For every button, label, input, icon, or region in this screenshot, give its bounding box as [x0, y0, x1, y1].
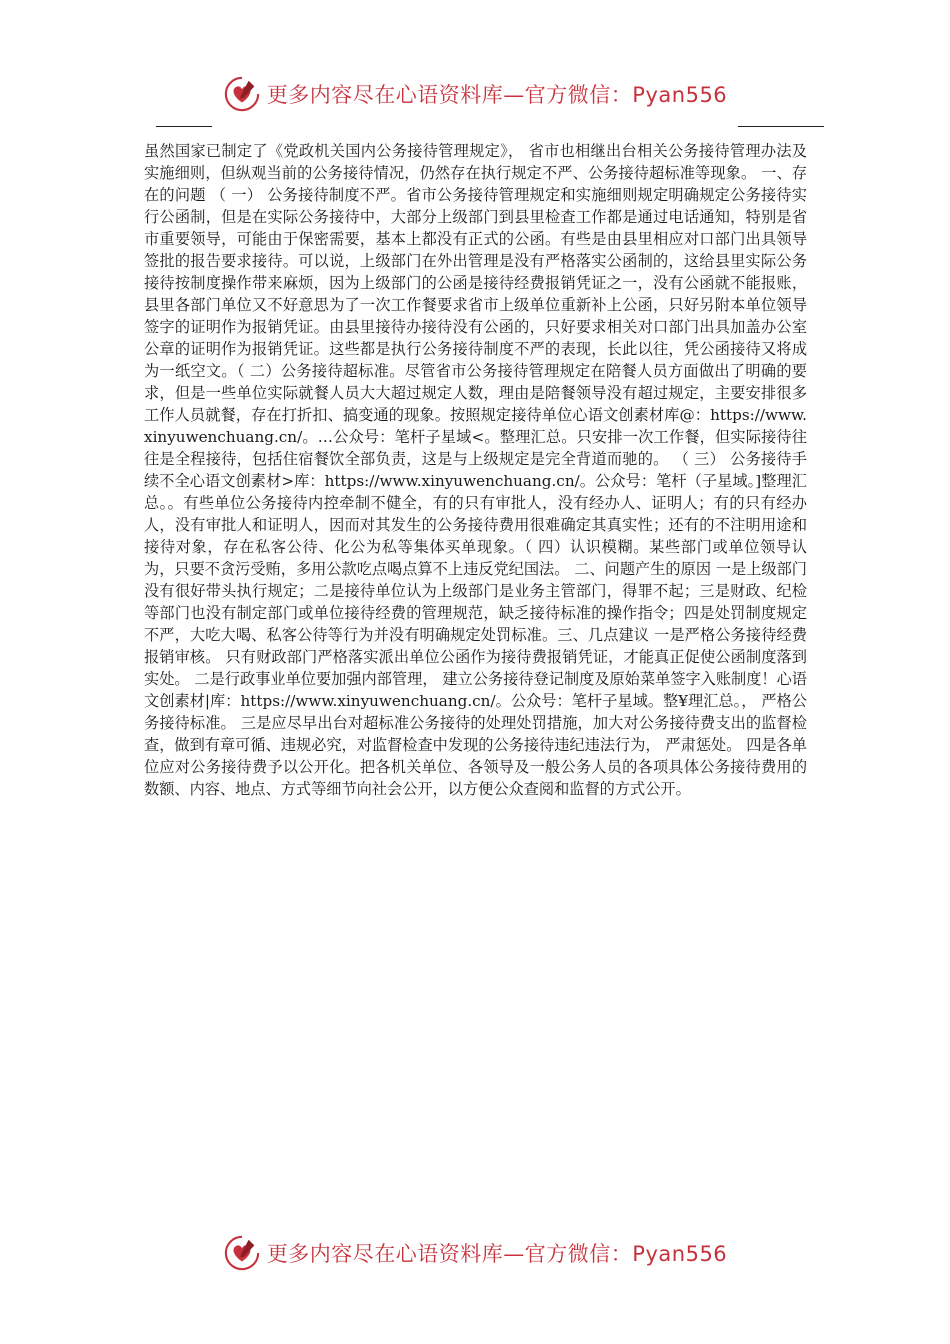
header-banner — [0, 72, 950, 116]
header-rule-left — [156, 126, 212, 127]
header-banner-text: 更多内容尽在心语资料库—官方微信：Pyan556 — [266, 83, 728, 107]
pen-heart-logo-icon — [223, 75, 261, 113]
pen-heart-logo-icon — [223, 1234, 261, 1272]
footer-banner — [0, 1231, 950, 1275]
header-rule-right — [738, 126, 824, 127]
footer-banner-text: 更多内容尽在心语资料库—官方微信：Pyan556 — [266, 1242, 728, 1266]
document-body — [144, 140, 807, 800]
body-paragraph: 虽然国家已制定了《党政机关国内公务接待管理规定》， 省市也相继出台相关公务接待管理办法及实施细则，但纵观当前的公务接待情况，仍然存在执行规定不严、公务接待超标准等现象。 一、存在的问题 （ 一） 公务接待制度不严。省市公务接待管理规定和实施细则规定明确规定公务接待实行公函制，但是在实际公务接待中，大部分上级部门到县里检查工作都是通过电话通知，特别是省市重要领导，可能由于保密需要，基本上都没有正式的公函。有些是由县里相应对口部门出具领导签批的报告要求接待。可以说，上级部门在外出管理是没有严格落实公函制的，这给县里实际公务接待按制度操作带来麻烦，因为上级部门的公函是接待经费报销凭证之一，没有公函就不能报账，县里各部门单位又不好意思为了一次工作餐要求省市上级单位重新补上公函，只好另附本单位领导签字的证明作为报销凭证。由县里接待办接待没有公函的，只好要求相关对口部门出具加盖办公室公章的证明作为报销凭证。这些都是执行公务接待制度不严的表现，长此以往，凭公函接待又将成为一纸空文。（ 二）公务接待超标准。尽管省市公务接待管理规定在陪餐人员方面做出了明确的要求，但是一些单位实际就餐人员大大超过规定人数，理由是陪餐领导没有超过规定，主要安排很多工作人员就餐，存在打折扣、搞变通的现象。按照规定接待单位心语文创素材库@：https://www.xinyuwenchuang.cn/。…公众号：笔杆子星域<。整理汇总。只安排一次工作餐，但实际接待往往是全程接待，包括住宿餐饮全部负责，这是与上级规定是完全背道而驰的。 （ 三） 公务接待手续不全心语文创素材>库：https://www.xinyuwenchuang.cn/。公众号：笔杆（子星域。]整理汇总。。有些单位公务接待内控牵制不健全，有的只有审批人，没有经办人、证明人；有的只有经办人，没有审批人和证明人，因而对其发生的公务接待费用很难确定其真实性；还有的不注明用途和接待对象，存在私客公待、化公为私等集体买单现象。（ 四）认识模糊。某些部门或单位领导认为，只要不贪污受贿，多用公款吃点喝点算不上违反党纪国法。 二、问题产生的原因 一是上级部门没有很好带头执行规定；二是接待单位认为上级部门是业务主管部门，得罪不起；三是财政、纪检等部门也没有制定部门或单位接待经费的管理规范，缺乏接待标准的操作指令；四是处罚制度规定不严，大吃大喝、私客公待等行为并没有明确规定处罚标准。三、几点建议 一是严格公务接待经费报销审核。 只有财政部门严格落实派出单位公函作为接待费报销凭证，才能真正促使公函制度落到实处。 二是行政事业单位要加强内部管理， 建立公务接待登记制度及原始菜单签字入账制度！心语文创素材|库：https://www.xinyuwenchuang.cn/。公众号：笔杆子星域。整¥理汇总。， 严格公务接待标准。 三是应尽早出台对超标准公务接待的处理处罚措施，加大对公务接待费支出的监督检查，做到有章可循、违规必究，对监督检查中发现的公务接待违纪违法行为， 严肃惩处。 四是各单位应对公务接待费予以公开化。把各机关单位、各领导及一般公务人员的各项具体公务接待费用的数额、内容、地点、方式等细节向社会公开，以方便公众查阅和监督的方式公开。 — [144, 142, 807, 798]
